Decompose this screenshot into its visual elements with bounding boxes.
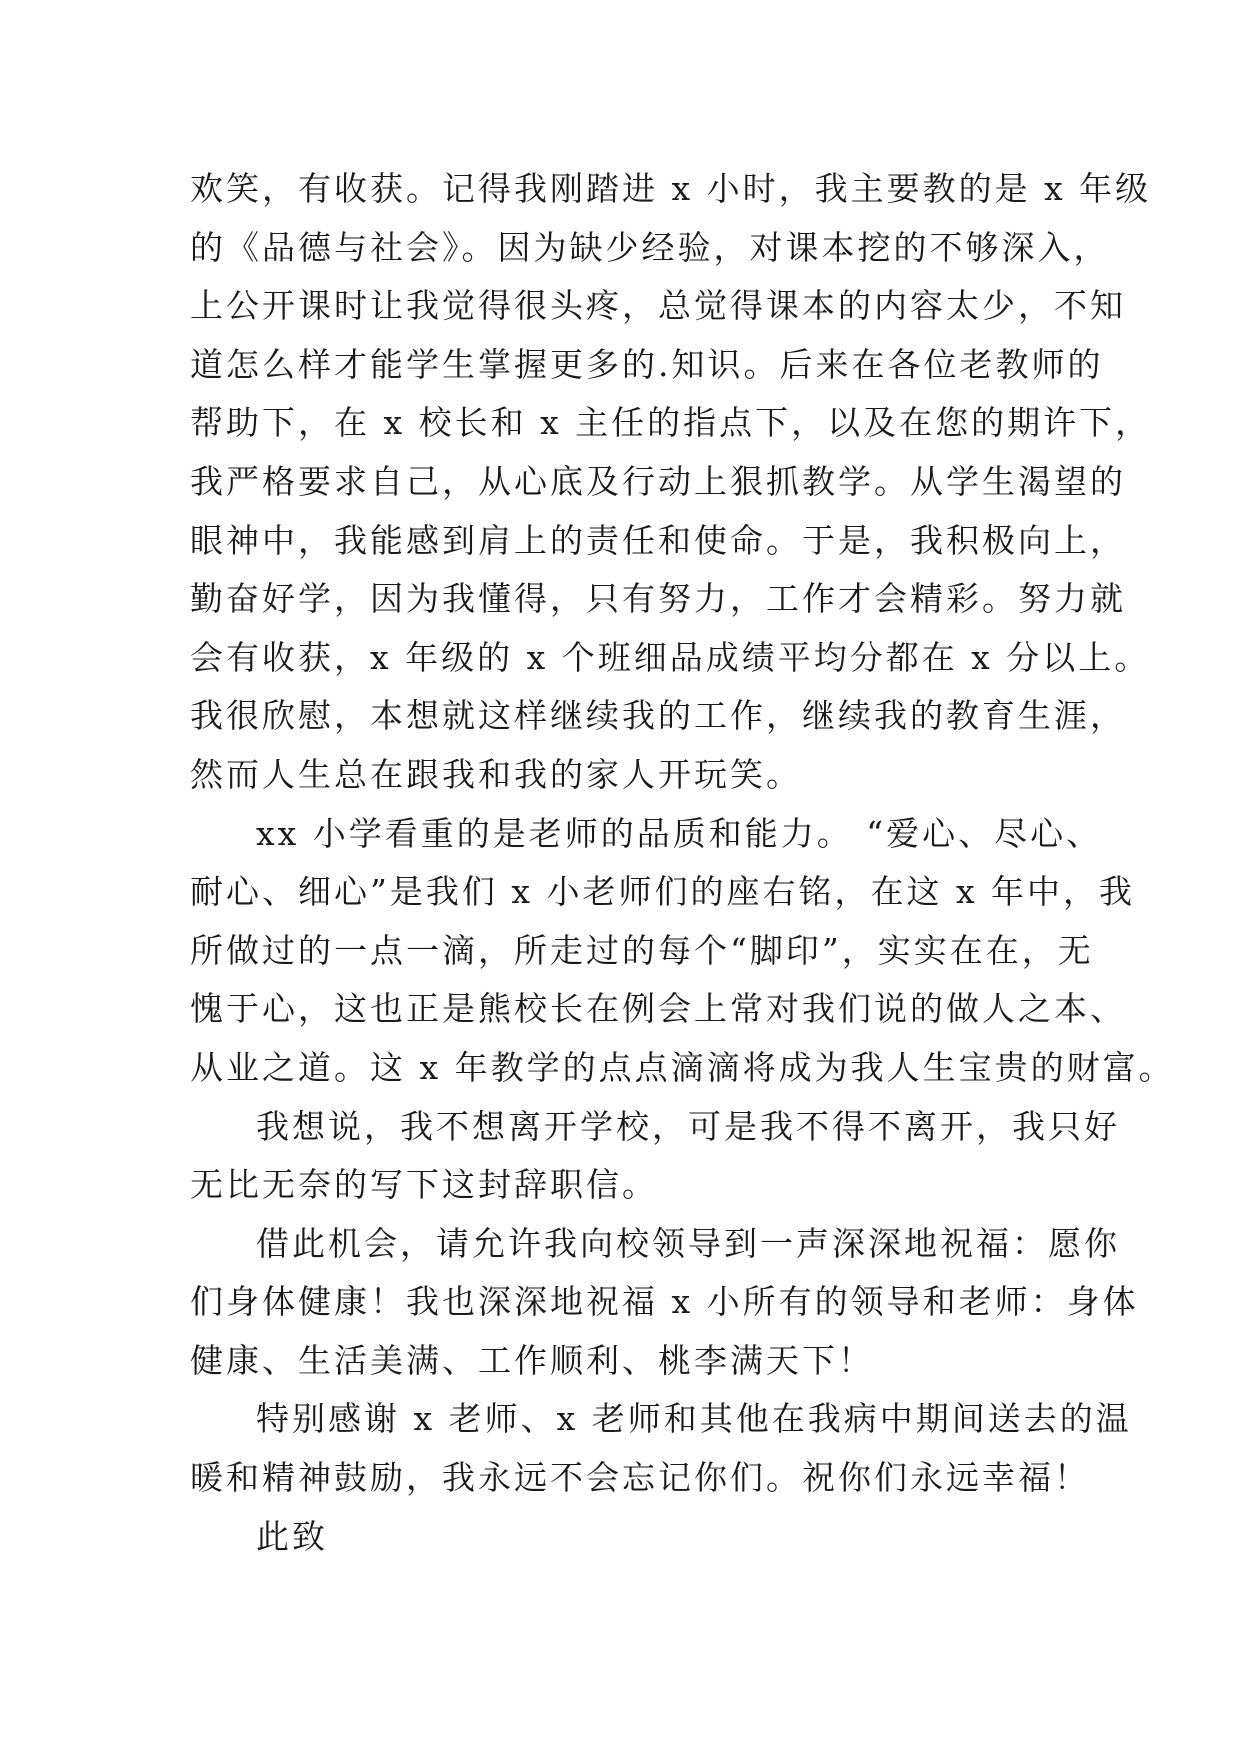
text-line: 暖和精神鼓励，我永远不会忘记你们。祝你们永远幸福！	[190, 1458, 1090, 1498]
text-line: 道怎么样才能学生掌握更多的.知识。后来在各位老教师的	[190, 344, 1104, 384]
text-line: 勤奋好学，因为我懂得，只有努力，工作才会精彩。努力就	[190, 579, 1126, 619]
text-line: 无比无奈的写下这封辞职信。	[190, 1165, 658, 1205]
text-line: 健康、生活美满、工作顺利、桃李满天下！	[190, 1340, 874, 1380]
text-line: 们身体健康！我也深深地祝福 x 小所有的领导和老师：身体	[190, 1282, 1139, 1322]
text-line: 所做过的一点一滴，所走过的每个“脚印”，实实在在，无	[190, 930, 1094, 970]
text-line: 欢笑，有收获。记得我刚踏进 x 小时，我主要教的是 x 年级	[190, 169, 1152, 208]
text-line: 的《品德与社会》。因为缺少经验，对课本挖的不够深入，	[190, 227, 1110, 267]
text-line: 我想说，我不想离开学校，可是我不得不离开，我只好	[256, 1106, 1120, 1146]
paragraph	[190, 1390, 1132, 1507]
text-line: 此致	[256, 1516, 328, 1556]
text-line: 我很欣慰，本想就这样继续我的工作，继续我的教育生涯，	[190, 696, 1126, 736]
text-line: 帮助下，在 x 校长和 x 主任的指点下，以及在您的期许下，	[190, 403, 1152, 443]
paragraph	[190, 160, 1152, 805]
paragraph	[190, 805, 1175, 1098]
text-line: 从业之道。这 x 年教学的点点滴滴将成为我人生宝贵的财富。	[190, 1047, 1175, 1087]
text-line: 特别感谢 x 老师、x 老师和其他在我病中期间送去的温	[256, 1399, 1132, 1439]
text-line: 眼神中，我能感到肩上的责任和使命。于是，我积极向上，	[190, 520, 1126, 560]
text-line: 借此机会，请允许我向校领导到一声深深地祝福：愿你	[256, 1223, 1120, 1263]
text-line: 愧于心，这也正是熊校长在例会上常对我们说的做人之本、	[190, 989, 1126, 1029]
text-line: 上公开课时让我觉得很头疼，总觉得课本的内容太少，不知	[190, 286, 1126, 326]
text-line: 我严格要求自己，从心底及行动上狠抓教学。从学生渴望的	[190, 461, 1126, 501]
text-line: 耐心、细心”是我们 x 小老师们的座右铭，在这 x 年中，我	[190, 872, 1136, 912]
letter-body	[190, 160, 1175, 1566]
text-line: 会有收获，x 年级的 x 个班细品成绩平均分都在 x 分以上。	[190, 637, 1151, 677]
paragraph	[190, 1215, 1139, 1391]
text-line: 然而人生总在跟我和我的家人开玩笑。	[190, 754, 802, 794]
closing-salutation	[190, 1508, 1070, 1567]
paragraph	[190, 1098, 1120, 1215]
text-line: xx 小学看重的是老师的品质和能力。 “爱心、尽心、	[256, 813, 1103, 853]
